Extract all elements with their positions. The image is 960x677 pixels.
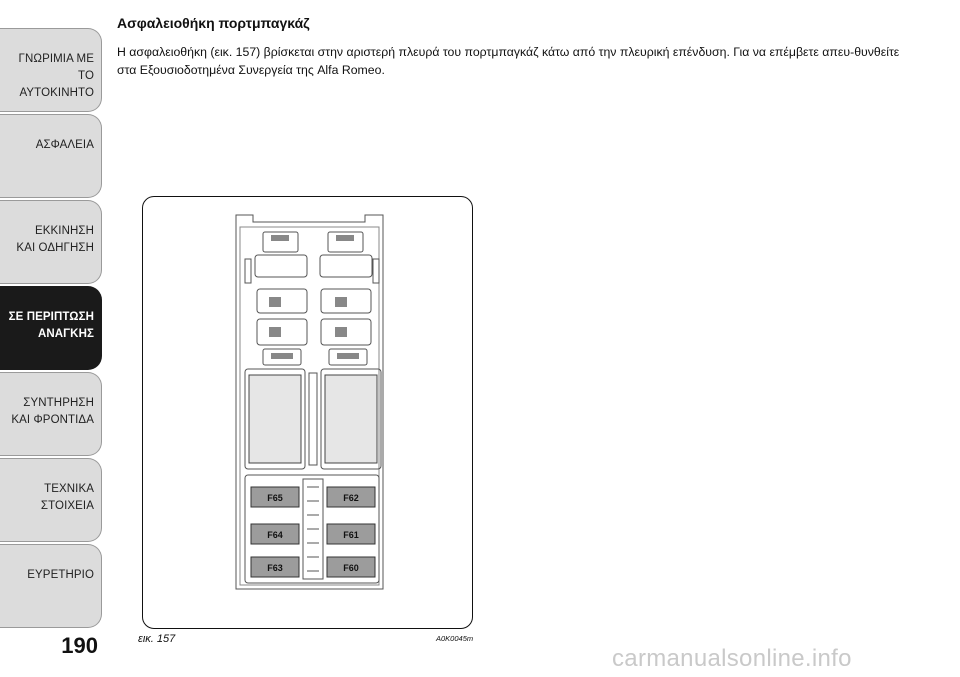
section-title: Ασφαλειοθήκη πορτμπαγκάζ bbox=[117, 15, 310, 31]
svg-text:F64: F64 bbox=[267, 530, 283, 540]
fuse-f60 bbox=[327, 557, 375, 577]
figure-code: A0K0045m bbox=[436, 634, 474, 643]
svg-text:F62: F62 bbox=[343, 493, 359, 503]
svg-text:F61: F61 bbox=[343, 530, 359, 540]
fuse-f62 bbox=[327, 487, 375, 507]
tab-emergency[interactable]: ΣΕ ΠΕΡΙΠΤΩΣΗ ΑΝΑΓΚΗΣ bbox=[0, 286, 102, 370]
relay-right bbox=[325, 375, 377, 463]
tab-maintenance[interactable]: ΣΥΝΤΗΡΗΣΗ ΚΑΙ ΦΡΟΝΤΙΔΑ bbox=[0, 372, 102, 456]
tab-starting-driving[interactable]: ΕΚΚΙΝΗΣΗ ΚΑΙ ΟΔΗΓΗΣΗ bbox=[0, 200, 102, 284]
tab-index[interactable]: ΕΥΡΕΤΗΡΙΟ bbox=[0, 544, 102, 628]
svg-text:F63: F63 bbox=[267, 563, 283, 573]
body-paragraph: Η ασφαλειοθήκη (εικ. 157) βρίσκεται στην αριστερή πλευρά του πορτμπαγκάζ κάτω από την πλευρική επένδυση. Για να επέμβετε απευ-θυνθείτε στα Εξουσιοδοτημένα Συνεργεία της Alfa Romeo. bbox=[117, 45, 900, 77]
tab-technical-data[interactable]: ΤΕΧΝΙΚΑ ΣΤΟΙΧΕΙΑ bbox=[0, 458, 102, 542]
svg-text:F65: F65 bbox=[267, 493, 283, 503]
page-number: 190 bbox=[61, 633, 98, 658]
fuse-f65 bbox=[251, 487, 299, 507]
figure-caption: εικ. 157 bbox=[138, 633, 176, 645]
relay-left bbox=[249, 375, 301, 463]
site-watermark: carmanualsonline.info bbox=[612, 645, 852, 672]
fuse-box-diagram bbox=[143, 197, 474, 630]
fuse-f63 bbox=[251, 557, 299, 577]
tab-getting-to-know[interactable]: ΓΝΩΡΙΜΙΑ ΜΕ ΤΟ ΑΥΤΟΚΙΝΗΤΟ bbox=[0, 28, 102, 112]
fuse-f64 bbox=[251, 524, 299, 544]
fuse-f61 bbox=[327, 524, 375, 544]
svg-text:F60: F60 bbox=[343, 563, 359, 573]
figure-frame bbox=[142, 196, 473, 629]
tab-safety[interactable]: ΑΣΦΑΛΕΙΑ bbox=[0, 114, 102, 198]
